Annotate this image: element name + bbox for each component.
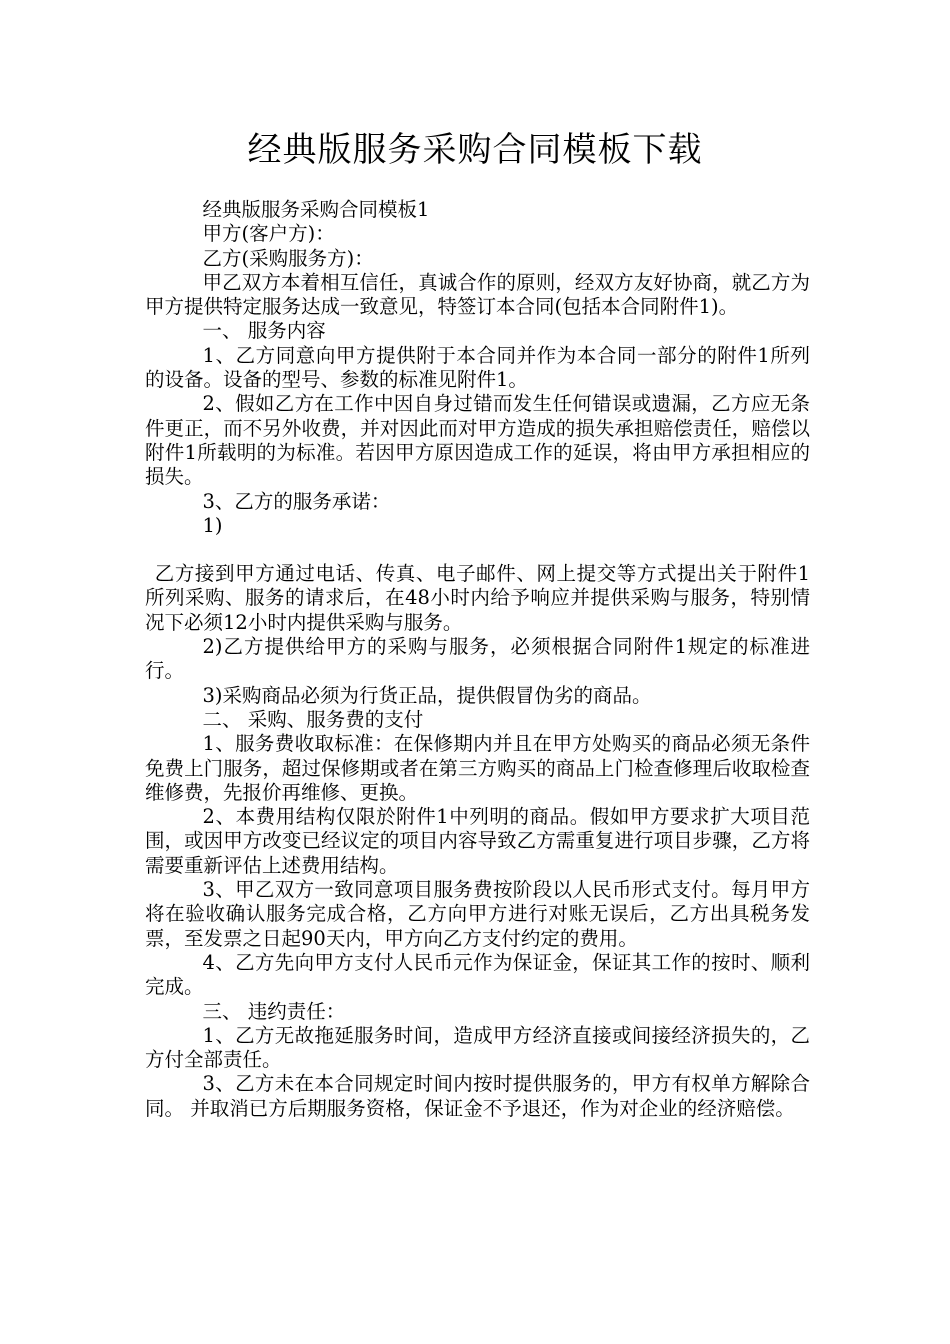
party-b-line: 乙方(采购服务方)： bbox=[202, 246, 374, 270]
document-body bbox=[145, 198, 810, 1121]
clause-paragraph: 乙方接到甲方通过电话、传真、电子邮件、网上提交等方式提出关于附件1所列采购、服务的请求后，在48小时内给予响应并提供采购与服务，特别情况下必须12小时内提供采购与服务。 bbox=[145, 562, 810, 634]
clause-paragraph: 3)采购商品必须为行货正品，提供假冒伪劣的商品。 bbox=[202, 683, 652, 707]
clause-paragraph: 3、乙方的服务承诺： bbox=[202, 489, 391, 513]
clause-paragraph: 1、乙方同意向甲方提供附于本合同并作为本合同一部分的附件1所列的设备。设备的型号、参数的标准见附件1。 bbox=[145, 343, 810, 392]
article-heading: 二、 采购、服务费的支付 bbox=[202, 707, 424, 731]
clause-paragraph: 3、乙方未在本合同规定时间内按时提供服务的，甲方有权单方解除合同。 并取消已方后期服务资格，保证金不予退还，作为对企业的经济赔偿。 bbox=[145, 1072, 810, 1120]
article-heading: 一、 服务内容 bbox=[202, 319, 326, 343]
list-marker: 1) bbox=[202, 513, 223, 537]
clause-paragraph: 1、服务费收取标准：在保修期内并且在甲方处购买的商品必须无条件免费上门服务，超过保修期或者在第三方购买的商品上门检查修理后收取检查维修费，先报价再维修、更换。 bbox=[145, 732, 810, 804]
clause-paragraph: 2)乙方提供给甲方的采购与服务，必须根据合同附件1规定的标准进行。 bbox=[145, 635, 810, 683]
party-a-line: 甲方(客户方)： bbox=[202, 222, 335, 246]
section-heading: 经典版服务采购合同模板1 bbox=[202, 198, 430, 221]
document-title: 经典版服务采购合同模板下载 bbox=[247, 130, 703, 170]
preamble-paragraph: 甲乙双方本着相互信任，真诚合作的原则，经双方友好协商，就乙方为甲方提供特定服务达成一致意见，特签订本合同(包括本合同附件1)。 bbox=[145, 270, 810, 319]
clause-paragraph: 4、乙方先向甲方支付人民币元作为保证金，保证其工作的按时、顺利完成。 bbox=[145, 950, 810, 999]
clause-paragraph: 1、乙方无故拖延服务时间，造成甲方经济直接或间接经济损失的，乙方付全部责任。 bbox=[145, 1023, 810, 1072]
article-heading: 三、 违约责任： bbox=[202, 999, 346, 1023]
blank-line bbox=[145, 538, 810, 562]
clause-paragraph: 2、本费用结构仅限於附件1中列明的商品。假如甲方要求扩大项目范围，或因甲方改变已经议定的项目内容导致乙方需重复进行项目步骤，乙方将需要重新评估上述费用结构。 bbox=[145, 805, 810, 877]
clause-paragraph: 2、假如乙方在工作中因自身过错而发生任何错误或遗漏，乙方应无条件更正，而不另外收费，并对因此而对甲方造成的损失承担赔偿责任，赔偿以附件1所载明的为标准。若因甲方原因造成工作的延误，将由甲方承担相应的损失。 bbox=[145, 392, 810, 489]
clause-paragraph: 3、甲乙双方一致同意项目服务费按阶段以人民币形式支付。每月甲方将在验收确认服务完成合格，乙方向甲方进行对账无误后，乙方出具税务发票，至发票之日起90天内，甲方向乙方支付约定的费用。 bbox=[145, 878, 810, 950]
